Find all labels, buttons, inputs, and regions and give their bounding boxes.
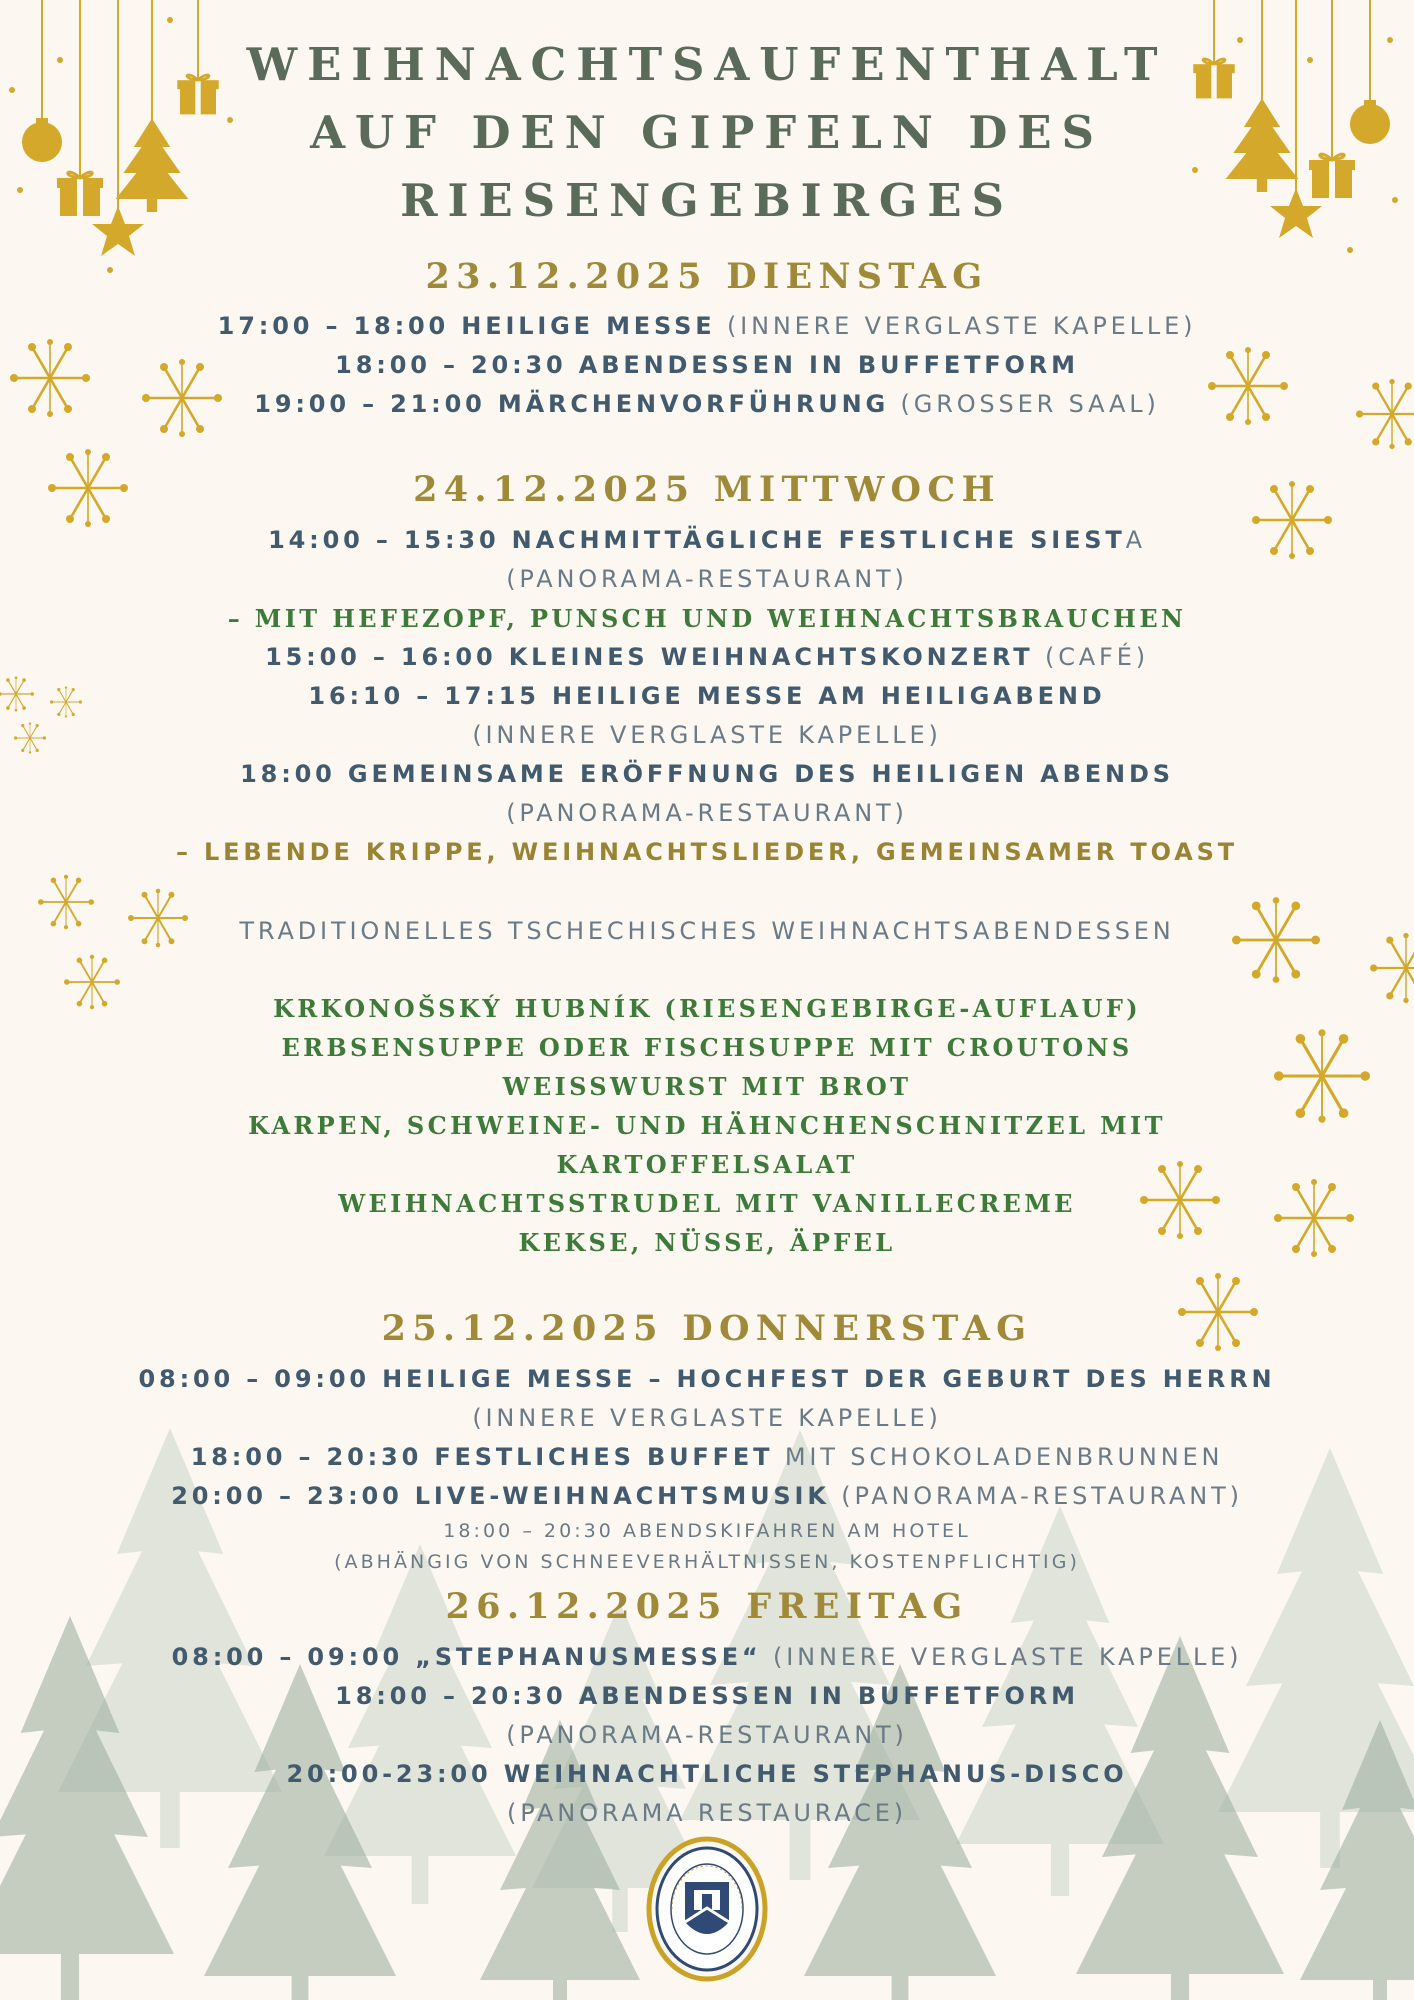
- day4-event-2-title: 18:00 – 20:30 ABENDESSEN IN BUFFETFORM: [335, 1682, 1079, 1710]
- dinner-heading: TRADITIONELLES TSCHECHISCHES WEIHNACHTSABENDESSEN: [239, 917, 1175, 945]
- day1-date: 23.12.2025 DIENSTAG: [425, 256, 989, 297]
- day2-event-3-place: (INNERE VERGLASTE KAPELLE): [472, 721, 942, 749]
- day3-ski-line-1: 18:00 – 20:30 ABENDSKIFAHREN AM HOTEL: [443, 1520, 971, 1542]
- day3-event-1-place: (INNERE VERGLASTE KAPELLE): [472, 1404, 942, 1432]
- title-line-1: WEIHNACHTSAUFENTHALT: [246, 38, 1168, 91]
- menu-item: KRKONOŠSKÝ HUBNÍK (RIESENGEBIRGE-AUFLAUF): [273, 994, 1141, 1023]
- day4-event-2-place: (PANORAMA-RESTAURANT): [506, 1721, 908, 1749]
- day1-event-3-place: (GROSSER SAAL): [900, 390, 1160, 418]
- menu-item: WEIHNACHTSSTRUDEL MIT VANILLECREME: [338, 1189, 1076, 1218]
- day1-event-3-title: 19:00 – 21:00 MÄRCHENVORFÜHRUNG: [254, 390, 890, 418]
- day2-event-2-place: (CAFÉ): [1045, 643, 1149, 671]
- menu-item: KARPEN, SCHWEINE- UND HÄHNCHENSCHNITZEL MIT: [248, 1111, 1166, 1140]
- day2-date: 24.12.2025 MITTWOCH: [413, 469, 1001, 510]
- day4-event-3-place: (PANORAMA RESTAURACE): [507, 1799, 907, 1827]
- day1-event-2: [0, 351, 1414, 379]
- day2-event-1-place: (PANORAMA-RESTAURANT): [506, 565, 908, 593]
- day2-event-2-title: 15:00 – 16:00 KLEINES WEIHNACHTSKONZERT: [265, 643, 1034, 671]
- day2-event-3-title: 16:10 – 17:15 HEILIGE MESSE AM HEILIGABEND: [308, 682, 1106, 710]
- day2-event-1-note: – MIT HEFEZOPF, PUNSCH UND WEIHNACHTSBRAUCHEN: [227, 604, 1187, 633]
- day1-event-1-title: 17:00 – 18:00 HEILIGE MESSE: [217, 312, 716, 340]
- menu-item: WEISSWURST MIT BROT: [502, 1072, 912, 1101]
- day1-event-1: [0, 312, 1414, 340]
- day2-event-4-title: 18:00 GEMEINSAME ERÖFFNUNG DES HEILIGEN ABENDS: [240, 760, 1174, 788]
- day2-event-1-tail: A: [1125, 526, 1146, 554]
- day4-event-1-place: (INNERE VERGLASTE KAPELLE): [773, 1643, 1243, 1671]
- day1-event-1-place: (INNERE VERGLASTE KAPELLE): [726, 312, 1197, 340]
- day2-event-4: [0, 760, 1414, 788]
- day2-event-4-place: (PANORAMA-RESTAURANT): [506, 799, 908, 827]
- day3-event-2: [0, 1443, 1414, 1471]
- resort-logo: [642, 1834, 772, 1984]
- day3-date: 25.12.2025 DONNERSTAG: [381, 1308, 1033, 1349]
- day4-event-3-title: 20:00-23:00 WEIHNACHTLICHE STEPHANUS-DISCO: [286, 1760, 1128, 1788]
- day3-event-3-place: (PANORAMA-RESTAURANT): [841, 1482, 1243, 1510]
- day3-event-1-title: 08:00 – 09:00 HEILIGE MESSE – HOCHFEST DER GEBURT DES HERRN: [138, 1365, 1276, 1393]
- day2-event-1-title: 14:00 – 15:30 NACHMITTÄGLICHE FESTLICHE SIEST: [268, 526, 1126, 554]
- day4-event-2: [0, 1682, 1414, 1710]
- day3-event-3: [0, 1482, 1414, 1510]
- day3-event-1: [0, 1365, 1414, 1393]
- title-line-2: AUF DEN GIPFELN DES: [310, 106, 1104, 159]
- day2-event-3: [0, 682, 1414, 710]
- day3-event-2-title: 18:00 – 20:30 FESTLICHES BUFFET: [190, 1443, 774, 1471]
- day4-event-1-title: 08:00 – 09:00 „STEPHANUSMESSE“: [171, 1643, 762, 1671]
- title-line-3: RIESENGEBIRGES: [400, 174, 1014, 227]
- menu-item: KEKSE, NÜSSE, ÄPFEL: [518, 1228, 896, 1257]
- menu-item: KARTOFFELSALAT: [556, 1150, 858, 1179]
- day4-event-1: [0, 1643, 1414, 1671]
- day1-event-2-title: 18:00 – 20:30 ABENDESSEN IN BUFFETFORM: [335, 351, 1079, 379]
- menu-item: ERBSENSUPPE ODER FISCHSUPPE MIT CROUTONS: [281, 1033, 1133, 1062]
- day4-event-3: [0, 1760, 1414, 1788]
- day2-event-2: [0, 643, 1414, 671]
- day3-event-2-tail: MIT SCHOKOLADENBRUNNEN: [784, 1443, 1224, 1471]
- day4-date: 26.12.2025 FREITAG: [445, 1586, 969, 1627]
- day1-event-3: [0, 390, 1414, 418]
- day3-event-3-title: 20:00 – 23:00 LIVE-WEIHNACHTSMUSIK: [171, 1482, 830, 1510]
- day2-event-1: [0, 526, 1414, 554]
- day2-event-4-note: – LEBENDE KRIPPE, WEIHNACHTSLIEDER, GEMEINSAMER TOAST: [175, 838, 1238, 866]
- day3-ski-line-2: (ABHÄNGIG VON SCHNEEVERHÄLTNISSEN, KOSTENPFLICHTIG): [334, 1551, 1080, 1573]
